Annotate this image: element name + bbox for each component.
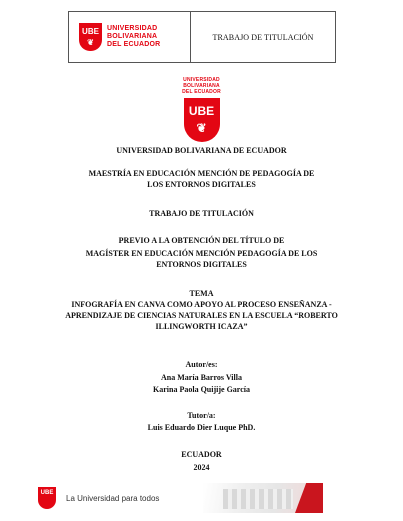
ube-shield-icon <box>79 23 102 51</box>
tutor-name: Luis Eduardo Dier Luque PhD. <box>147 423 256 432</box>
country: ECUADOR <box>181 450 222 459</box>
center-logo <box>0 77 403 142</box>
tutor-label: Tutor/a: <box>187 411 216 420</box>
purpose-line-1: PREVIO A LA OBTENCIÓN DEL TÍTULO DE <box>118 236 285 245</box>
ube-shield-icon <box>184 98 220 142</box>
center-uni-line-1: UNIVERSIDAD <box>183 77 220 83</box>
document-type: TRABAJO DE TITULACIÓN <box>149 209 254 218</box>
building-image <box>203 483 323 513</box>
center-uni-line-2: BOLIVARIANA <box>183 83 220 89</box>
purpose-line-2: MAGÍSTER EN EDUCACIÓN MENCIÓN PEDAGOGÍA DE LOS ENTORNOS DIGITALES <box>85 249 318 269</box>
theme-label: TEMA <box>189 289 214 298</box>
header-uni-line-2: BOLIVARIANA <box>107 33 158 40</box>
ube-shield-icon <box>38 487 56 509</box>
authors-label: Autor/es: <box>185 360 218 369</box>
theme-title: INFOGRAFÍA EN CANVA COMO APOYO AL PROCESO ENSEÑANZA - APRENDIZAJE DE CIENCIAS NATURALES EN LA ESCUELA “ROBERTO ILLINGWORTH ICAZA” <box>65 300 338 331</box>
header-logo-mark: UBE <box>82 27 99 36</box>
header-uni-line-3: DEL ECUADOR <box>107 41 161 48</box>
header-box <box>68 11 336 63</box>
author-2: Karina Paola Quijije García <box>153 385 250 394</box>
year: 2024 <box>193 463 210 472</box>
footer <box>38 483 328 513</box>
header-logo <box>69 12 191 62</box>
footer-tagline: La Universidad para todos <box>66 493 160 503</box>
author-1: Ana María Barros Villa <box>161 373 242 382</box>
center-university-name <box>182 77 221 95</box>
header-title: TRABAJO DE TITULACIÓN <box>212 32 314 42</box>
header-university-name <box>107 25 160 49</box>
wing-icon: ❦ <box>87 38 94 47</box>
footer-logo-mark: UBE <box>40 490 54 496</box>
wing-icon: ❦ <box>196 121 207 135</box>
program-name: MAESTRÍA EN EDUCACIÓN MENCIÓN DE PEDAGOGÍA DE LOS ENTORNOS DIGITALES <box>88 169 315 189</box>
university-name: UNIVERSIDAD BOLIVARIANA DE ECUADOR <box>116 146 287 155</box>
center-logo-mark: UBE <box>188 104 215 118</box>
header-uni-line-1: UNIVERSIDAD <box>107 25 158 32</box>
center-uni-line-3: DEL ECUADOR <box>182 89 221 95</box>
